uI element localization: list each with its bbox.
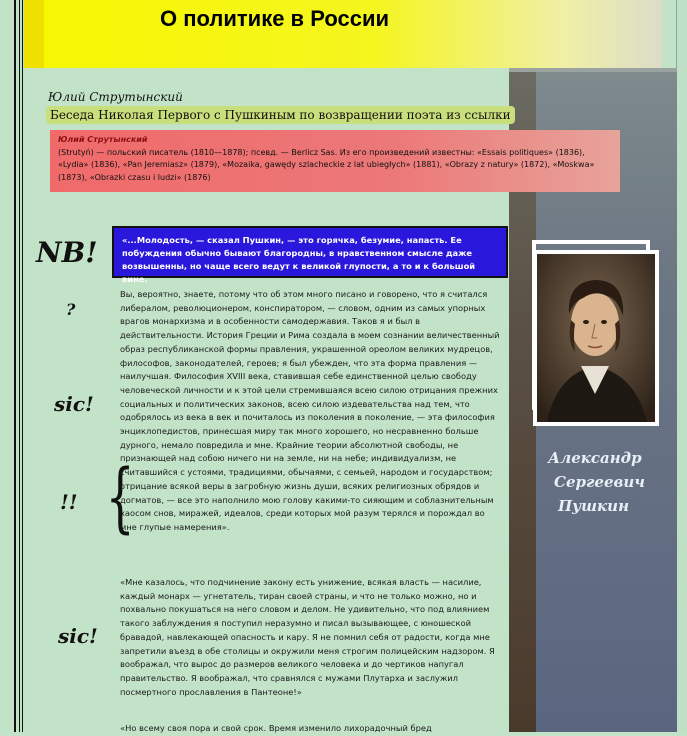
article-subtitle: Беседа Николая Первого с Пушкиным по возвращении поэта из ссылки xyxy=(46,106,515,124)
author-bio-box xyxy=(50,130,620,192)
margin-note-question: ? xyxy=(66,300,76,319)
page-title: О политике в России xyxy=(160,6,389,31)
margin-note-nb: NB! xyxy=(36,236,98,269)
portrait-image xyxy=(537,254,655,422)
margin-brace: { xyxy=(105,452,135,541)
article-author: Юлий Струтынский xyxy=(48,90,183,104)
caption-first-name: Александр xyxy=(548,449,642,467)
bio-name: Юлий Струтынский xyxy=(58,135,148,144)
body-paragraph-1: Вы, вероятно, знаете, потому что об этом много писано и говорено, что я считался либералом, революционером, конспиратором, — словом, одним из самых упорных врагов монархизма и в особенности самодержавия. Таков я и был в действительности. История Греции и Рима создала в моем сознании величественный образ республиканской формы правления, украшенной ореолом великих мудрецов, философов, законодателей, героев; я был убежден, что эта форма правления — наилучшая. Философия XVIII века, ставившая себе единственной целью свободу человеческой личности и к этой цели стремившаяся всею силою отрицания прежних социальных и политических законов, всею силою издевательства над тем, что одобрялось из века в век и почиталось из поколения в поколение, — эта философия энциклопедистов, принесшая миру так много хорошего, но несравненно больше дурного, немало повредила и мне. Крайние теории абсолютной свободы, не признающей над собою ничего ни на земле, ни на небе; индивидуализм, не считавшийся с устоями, традициями, обычаями, с семьей, народом и государством; отрицание всякой веры в загробную жизнь души, всяких религиозных обрядов и догматов, — все это наполнило мою голову какими-то сияющим и соблазнительным хаосом снов, миражей, идеалов, среди которых мой разум терялся и порождал во мне глупые намерения». xyxy=(120,289,500,532)
portrait-caption xyxy=(548,446,648,518)
margin-note-sic-2: sic! xyxy=(58,624,98,648)
page-frame-left xyxy=(14,0,20,732)
scrollbar[interactable] xyxy=(676,0,687,732)
body-paragraph-3: «Но всему своя пора и свой срок. Время изменило лихорадочный бред xyxy=(120,723,432,733)
body-paragraph-2: «Мне казалось, что подчинение закону есть унижение, всякая власть — насилие, каждый монарх — угнетатель, тиран своей страны, и что не только можно, но и похвально покушаться на него словом и делом. Не удивительно, что под влиянием такого заблуждения я поступил неразумно и писал вызывающее, с юношеской бравадой, навлекающей опасность и кару. Я не помнил себя от радости, когда мне запретили въезд в обе столицы и окружили меня строгим полицейским надзором. Я воображал, что вырос до размеров великого человека и до чертиков напугал правительство. Я воображал, что сравнялся с мужами Плутарха и заслужил посмертного прославления в Пантеоне!» xyxy=(120,577,495,697)
highlighted-quote: «...Молодость, — сказал Пушкин, — это горячка, безумие, напасть. Ее побуждения обычно бывают благородны, в нравственном смысле даже возвышенны, но чаще всего ведут к великой глупости, а то и к большой вине. xyxy=(112,226,508,278)
caption-patronymic: Сергеевич xyxy=(554,473,645,491)
pushkin-portrait xyxy=(533,250,659,426)
caption-surname: Пушкин xyxy=(558,497,630,515)
page-frame-line xyxy=(22,0,23,732)
margin-note-sic: sic! xyxy=(54,392,94,416)
margin-note-exclaim: !! xyxy=(60,490,78,514)
bio-text: (Strutyń) — польский писатель (1810—1878); псевд. — Berlicz Sas. Из его произведений известны: «Essais politiques» (1836), «Lydia» (1836), «Pan Jeremiasz» (1879), «Mozaika, gawędy szlacheckie z lat ubiegłych» (1881), «Obrazy z natury» (1872), «Moskwa» (1873), «Obrazki czasu i ludzi» (1876) xyxy=(58,147,595,182)
header-accent xyxy=(24,0,44,68)
